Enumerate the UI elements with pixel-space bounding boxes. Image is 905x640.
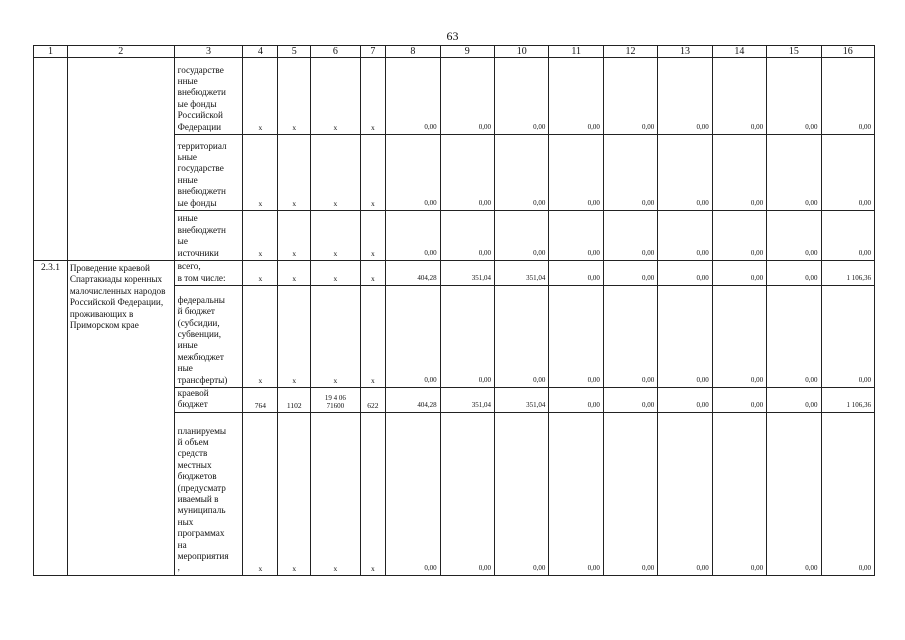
value-cell: 0,00 xyxy=(549,286,603,388)
funding-source-line: ые фонды xyxy=(177,197,217,208)
value-cell: 0,00 xyxy=(712,286,766,388)
value-cell: 0,00 xyxy=(658,135,712,211)
rzpr-cell: x xyxy=(278,261,311,286)
vr-cell: x xyxy=(360,58,386,135)
value-cell: 0,00 xyxy=(603,211,657,261)
value-cell: 0,00 xyxy=(440,412,494,575)
funding-source-cell xyxy=(174,135,243,211)
column-header: 7 xyxy=(360,46,386,58)
value-cell: 0,00 xyxy=(495,412,549,575)
table-row xyxy=(34,261,875,286)
funding-source-line: федеральны xyxy=(177,294,225,305)
vr-cell: x xyxy=(360,286,386,388)
funding-source-line: иваемый в xyxy=(177,493,219,504)
vr-cell: x xyxy=(360,211,386,261)
funding-source-cell xyxy=(174,261,243,286)
rzpr-cell: x xyxy=(278,286,311,388)
funding-source-line: планируемы xyxy=(177,425,227,436)
funding-source-line: (субсидии, xyxy=(177,317,220,328)
column-header: 12 xyxy=(603,46,657,58)
funding-source-line: в том числе: xyxy=(177,272,226,283)
column-header: 15 xyxy=(767,46,821,58)
funding-source-line: Российской xyxy=(177,110,223,121)
value-cell: 0,00 xyxy=(658,412,712,575)
vr-cell: x xyxy=(360,412,386,575)
funding-source-line: программах xyxy=(177,528,225,539)
funding-source-cell xyxy=(174,58,243,135)
funding-source-line: ные xyxy=(177,363,193,374)
value-cell: 0,00 xyxy=(712,211,766,261)
value-cell: 0,00 xyxy=(440,286,494,388)
value-cell: 0,00 xyxy=(658,388,712,413)
column-header: 4 xyxy=(243,46,278,58)
value-cell: 0,00 xyxy=(821,58,874,135)
value-cell: 0,00 xyxy=(386,58,440,135)
grbs-cell: x xyxy=(243,412,278,575)
value-cell: 0,00 xyxy=(603,135,657,211)
funding-source-line: субвенции, xyxy=(177,328,222,339)
funding-source-line: й объем xyxy=(177,436,209,447)
funding-source-line: внебюджетн xyxy=(177,224,226,235)
funding-source-line: ые фонды xyxy=(177,98,217,109)
vr-cell: x xyxy=(360,261,386,286)
grbs-cell: x xyxy=(243,211,278,261)
value-cell: 0,00 xyxy=(712,261,766,286)
funding-source-line: бюджетов xyxy=(177,471,217,482)
funding-source-cell xyxy=(174,388,243,413)
value-cell: 0,00 xyxy=(549,261,603,286)
column-header: 5 xyxy=(278,46,311,58)
value-cell: 0,00 xyxy=(712,388,766,413)
column-header: 3 xyxy=(174,46,243,58)
value-cell: 0,00 xyxy=(821,135,874,211)
value-cell: 0,00 xyxy=(386,211,440,261)
column-header: 14 xyxy=(712,46,766,58)
csr-cell: x xyxy=(311,135,360,211)
value-cell: 0,00 xyxy=(767,388,821,413)
rzpr-cell: 1102 xyxy=(278,388,311,413)
vr-cell: 622 xyxy=(360,388,386,413)
grbs-cell: 764 xyxy=(243,388,278,413)
value-cell: 0,00 xyxy=(440,58,494,135)
value-cell: 0,00 xyxy=(767,261,821,286)
funding-source-line: внебюджети xyxy=(177,87,226,98)
value-cell: 404,28 xyxy=(386,388,440,413)
funding-source-line: краевой xyxy=(177,388,209,398)
value-cell: 0,00 xyxy=(603,286,657,388)
funding-source-line: нные xyxy=(177,75,198,86)
value-cell: 404,28 xyxy=(386,261,440,286)
funding-source-line: й бюджет xyxy=(177,306,215,317)
value-cell: 0,00 xyxy=(767,412,821,575)
funding-source-line: местных xyxy=(177,459,212,470)
value-cell: 0,00 xyxy=(495,211,549,261)
value-cell: 0,00 xyxy=(767,286,821,388)
column-header: 6 xyxy=(311,46,360,58)
value-cell: 0,00 xyxy=(658,211,712,261)
value-cell: 0,00 xyxy=(386,286,440,388)
funding-source-line: ных xyxy=(177,516,194,527)
value-cell: 0,00 xyxy=(495,58,549,135)
csr-cell: x xyxy=(311,286,360,388)
funding-source-line: , xyxy=(177,562,180,573)
funding-source-line: ые xyxy=(177,236,188,247)
value-cell: 0,00 xyxy=(549,135,603,211)
value-cell: 0,00 xyxy=(712,412,766,575)
value-cell: 0,00 xyxy=(440,211,494,261)
csr-cell: x xyxy=(311,412,360,575)
value-cell: 0,00 xyxy=(549,412,603,575)
value-cell: 0,00 xyxy=(658,58,712,135)
grbs-cell: x xyxy=(243,286,278,388)
column-header: 10 xyxy=(495,46,549,58)
value-cell: 0,00 xyxy=(712,58,766,135)
value-cell: 351,04 xyxy=(440,388,494,413)
csr-cell xyxy=(311,388,360,413)
value-cell: 0,00 xyxy=(386,412,440,575)
funding-source-cell xyxy=(174,286,243,388)
funding-source-line: ьные xyxy=(177,151,198,162)
value-cell: 0,00 xyxy=(767,58,821,135)
value-cell: 0,00 xyxy=(712,135,766,211)
rzpr-cell: x xyxy=(278,135,311,211)
column-header: 11 xyxy=(549,46,603,58)
value-cell: 0,00 xyxy=(821,211,874,261)
funding-source-line: бюджет xyxy=(177,399,208,410)
page-number: 63 xyxy=(446,29,459,43)
value-cell: 0,00 xyxy=(603,58,657,135)
funding-source-line: Федерации xyxy=(177,121,222,132)
csr-cell: x xyxy=(311,211,360,261)
csr-line: 71600 xyxy=(326,401,345,410)
value-cell: 351,04 xyxy=(495,388,549,413)
funding-source-line: средств xyxy=(177,448,208,459)
value-cell: 0,00 xyxy=(495,135,549,211)
value-cell: 0,00 xyxy=(767,135,821,211)
value-cell: 0,00 xyxy=(603,261,657,286)
row-name-cell: Проведение краевой Спартакиады коренных малочисленных народов Российской Федерации, проживающих в Приморском крае xyxy=(67,261,174,576)
funding-source-line: (предусматр xyxy=(177,482,226,493)
column-header: 2 xyxy=(67,46,174,58)
header-row xyxy=(34,46,875,58)
value-cell: 0,00 xyxy=(549,211,603,261)
funding-source-line: муниципаль xyxy=(177,505,226,516)
csr-cell: x xyxy=(311,261,360,286)
csr-cell: x xyxy=(311,58,360,135)
value-cell: 351,04 xyxy=(440,261,494,286)
value-cell: 0,00 xyxy=(603,412,657,575)
column-header: 13 xyxy=(658,46,712,58)
funding-source-line: трансферты) xyxy=(177,374,228,385)
value-cell: 1 106,36 xyxy=(821,388,874,413)
value-cell: 0,00 xyxy=(549,388,603,413)
funding-source-cell xyxy=(174,211,243,261)
value-cell: 0,00 xyxy=(767,211,821,261)
funding-source-line: иные xyxy=(177,213,198,224)
vr-cell: x xyxy=(360,135,386,211)
funding-source-line: иные xyxy=(177,340,198,351)
value-cell: 0,00 xyxy=(603,388,657,413)
value-cell: 0,00 xyxy=(549,58,603,135)
column-header: 1 xyxy=(34,46,68,58)
funding-source-line: нные xyxy=(177,174,198,185)
grbs-cell: x xyxy=(243,135,278,211)
value-cell: 0,00 xyxy=(821,286,874,388)
value-cell: 0,00 xyxy=(658,286,712,388)
grbs-cell: x xyxy=(243,261,278,286)
column-header: 16 xyxy=(821,46,874,58)
funding-source-line: государстве xyxy=(177,163,224,174)
value-cell: 0,00 xyxy=(386,135,440,211)
value-cell: 0,00 xyxy=(495,286,549,388)
column-header: 9 xyxy=(440,46,494,58)
funding-source-line: внебюджетн xyxy=(177,186,226,197)
rzpr-cell: x xyxy=(278,58,311,135)
row-code-cell: 2.3.1 xyxy=(34,261,68,576)
rzpr-cell: x xyxy=(278,412,311,575)
table-row xyxy=(34,58,875,135)
column-header: 8 xyxy=(386,46,440,58)
row-name-cell xyxy=(67,58,174,261)
grbs-cell: x xyxy=(243,58,278,135)
value-cell: 0,00 xyxy=(821,412,874,575)
row-code-cell xyxy=(34,58,68,261)
funding-source-cell xyxy=(174,412,243,575)
value-cell: 0,00 xyxy=(440,135,494,211)
funding-source-line: территориал xyxy=(177,140,227,151)
funding-source-line: межбюджет xyxy=(177,351,224,362)
rzpr-cell: x xyxy=(278,211,311,261)
funding-source-line: государстве xyxy=(177,64,224,75)
funding-source-line: мероприятия xyxy=(177,551,229,561)
budget-table xyxy=(33,45,875,576)
csr-line: 19 4 06 xyxy=(324,393,346,402)
funding-source-line: всего, xyxy=(177,261,201,272)
funding-source-line: на xyxy=(177,539,187,550)
value-cell: 351,04 xyxy=(495,261,549,286)
value-cell: 0,00 xyxy=(658,261,712,286)
value-cell: 1 106,36 xyxy=(821,261,874,286)
funding-source-line: источники xyxy=(177,247,219,258)
